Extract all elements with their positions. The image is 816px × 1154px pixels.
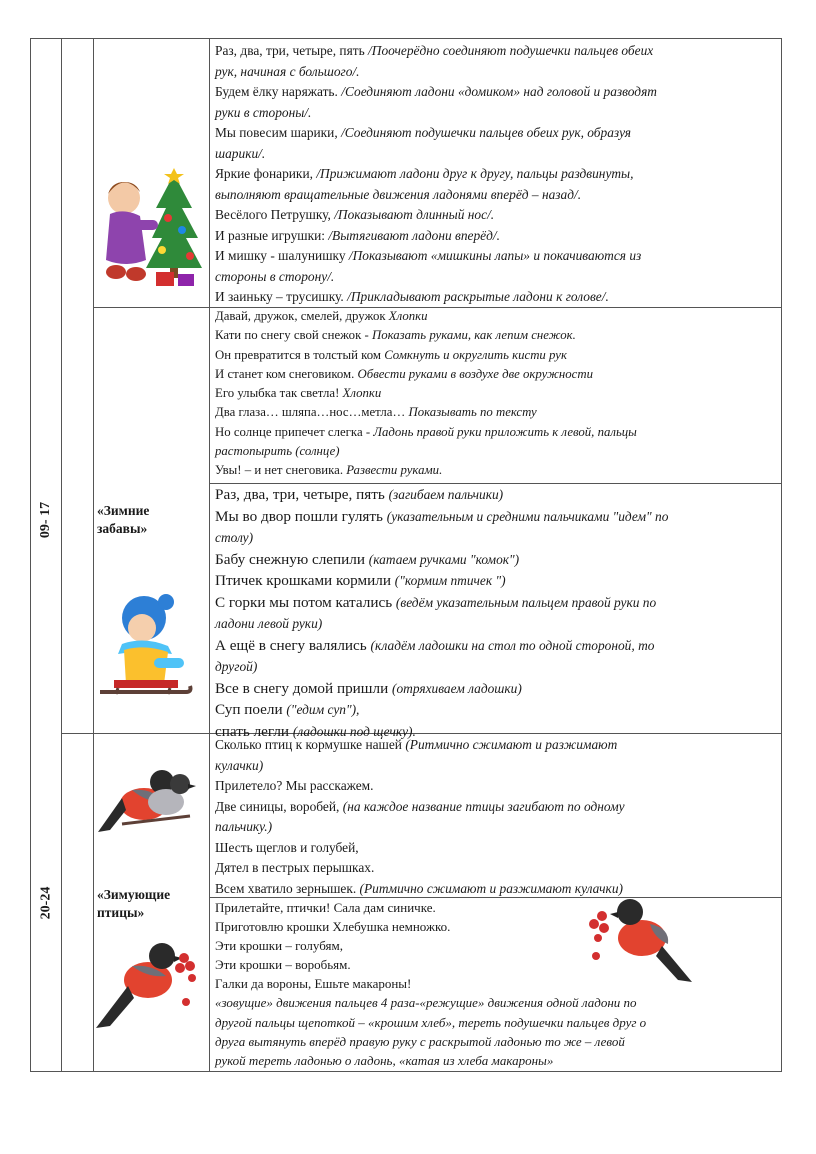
christmas-tree-child-icon	[96, 168, 206, 290]
instruction-text: выполняют вращательные движения ладонями вперёд – назад/.	[215, 186, 582, 202]
instruction-text: (Ритмично сжимают и разжимают	[405, 737, 618, 752]
verse-text: Будем ёлку наряжать.	[215, 84, 342, 99]
instruction-text: /Прижимают ладони друг к другу, пальцы раздвинуты,	[316, 166, 634, 181]
text-line	[215, 103, 769, 124]
text-line	[215, 205, 769, 226]
instruction-text: Ладонь правой руки приложить к левой, пальцы	[373, 424, 637, 439]
verse-text: Прилетайте, птички! Сала дам синичке.	[215, 900, 436, 915]
text-line	[215, 635, 769, 657]
verse-text: Бабу снежную слепили	[215, 550, 369, 568]
text-line	[215, 570, 769, 592]
verse-text: И станет ком снеговиком.	[215, 366, 358, 381]
text-line	[215, 461, 769, 480]
text-line	[215, 62, 769, 83]
verse-text: А ещё в снегу валялись	[215, 636, 371, 654]
instruction-text: Показать руками, как лепим снежок.	[371, 328, 576, 343]
text-line	[215, 656, 769, 678]
text-line	[215, 527, 769, 549]
instruction-text: (указательным и средними пальчиками "идем" по	[386, 508, 669, 524]
text-line	[215, 287, 769, 308]
verse-text: Но солнце припечет слегка -	[215, 424, 374, 439]
text-line	[215, 506, 769, 528]
verse-text: Мы повесим шарики,	[215, 125, 342, 140]
text-line	[215, 1013, 769, 1032]
instruction-text: Хлопки	[388, 309, 428, 323]
text-line	[215, 442, 769, 461]
exercise-text-block	[211, 735, 775, 899]
sledding-child-icon	[94, 588, 194, 710]
instruction-text: ("едим суп"),	[286, 702, 360, 717]
instruction-text: рук, начиная с большого/.	[215, 63, 360, 79]
verse-text: Два глаза… шляпа…нос…метла…	[215, 405, 409, 420]
instruction-text: другой пальцы щепоткой – «крошим хлеб», тереть подушечки пальцев друг о	[215, 1014, 647, 1030]
text-line	[215, 82, 769, 103]
instruction-text: (катаем ручками "комок")	[368, 551, 520, 567]
text-line	[215, 365, 769, 384]
text-line	[215, 403, 769, 422]
instruction-text: рукой тереть ладонью о ладонь, «катая из хлеба макароны»	[215, 1052, 554, 1068]
instruction-text: /Прикладывают раскрытые ладони к голове/.	[347, 289, 609, 304]
verse-text: Эти крошки – воробьям.	[215, 957, 351, 973]
verse-text: Галки да вороны, Ешьте макароны!	[215, 976, 412, 992]
text-line	[215, 955, 769, 974]
week-label: 09- 17	[38, 501, 54, 539]
text-line	[215, 326, 769, 345]
exercise-text-block	[211, 484, 775, 742]
bullfinch-with-rowan-icon	[92, 938, 200, 1038]
instruction-text: «зовущие» движения пальцев 4 раза-«режущие» движения одной ладони по	[215, 995, 637, 1011]
instruction-text: растопырить (солнце)	[215, 444, 340, 459]
verse-text: спать легли	[215, 722, 293, 740]
exercise-text-block	[211, 41, 775, 308]
instruction-text: стороны в сторону/.	[215, 268, 335, 284]
instruction-text: Развести руками.	[346, 463, 443, 478]
verse-text: Давай, дружок, смелей, дружок	[215, 309, 389, 323]
verse-text: Весёлого Петрушку,	[215, 207, 335, 222]
verse-text: Он превратится в толстый ком	[215, 347, 385, 362]
text-line	[215, 776, 769, 797]
text-line	[215, 226, 769, 247]
instruction-text: (отряхиваем ладошки)	[392, 680, 522, 696]
text-line	[215, 797, 769, 818]
instruction-text: /Показывают длинный нос/.	[334, 207, 495, 222]
instruction-text: /Соединяют ладони «домиком» над головой и разводят	[341, 84, 657, 99]
verse-text: Шесть щеглов и голубей,	[215, 839, 359, 855]
instruction-text: /Соединяют подушечки пальцев обеих рук, образуя	[341, 125, 632, 140]
instruction-text: (ведём указательным пальцем правой руки по	[395, 594, 657, 610]
text-line	[215, 123, 769, 144]
text-line	[215, 1051, 769, 1070]
instruction-text: ладони левой руки)	[215, 616, 323, 631]
instruction-text: другой)	[215, 659, 258, 674]
text-line	[215, 592, 769, 614]
bullfinch-pair-icon	[92, 762, 200, 852]
text-line	[215, 898, 769, 917]
text-line	[215, 1032, 769, 1051]
text-line	[215, 858, 769, 879]
instruction-text: шарики/.	[215, 145, 266, 161]
text-line	[215, 936, 769, 955]
text-line	[215, 613, 769, 635]
verse-text: Увы! – и нет снеговика.	[215, 463, 347, 478]
verse-text: Всем хватило зернышек.	[215, 880, 360, 896]
verse-text: И разные игрушки:	[215, 227, 329, 243]
instruction-text: (Ритмично сжимают и разжимают кулачки)	[359, 880, 623, 896]
instruction-text: /Вытягивают ладони вперёд/.	[328, 227, 500, 243]
instruction-text: пальчику.)	[215, 819, 273, 834]
text-line	[215, 678, 769, 700]
text-line	[215, 384, 769, 403]
instruction-text: кулачки)	[215, 757, 264, 773]
instruction-text: столу)	[215, 530, 254, 545]
text-line	[215, 917, 769, 936]
text-line	[215, 423, 769, 442]
instruction-text: (загибаем пальчики)	[388, 487, 504, 502]
text-line	[215, 185, 769, 206]
verse-text: Раз, два, три, четыре, пять	[215, 486, 389, 503]
verse-text: С горки мы потом катались	[215, 593, 396, 611]
text-line	[215, 993, 769, 1012]
text-line	[215, 699, 769, 721]
verse-text: Кати по снегу свой снежок -	[215, 328, 372, 343]
text-line	[215, 549, 769, 571]
text-line	[215, 484, 769, 506]
exercise-text-block	[211, 898, 775, 1070]
text-line	[215, 879, 769, 900]
instruction-text: (на каждое название птицы загибают по одному	[342, 798, 625, 814]
instruction-text: Хлопки	[342, 386, 382, 401]
column-divider	[93, 39, 94, 1071]
column-divider	[209, 39, 210, 1071]
verse-text: Мы во двор пошли гулять	[215, 507, 387, 525]
verse-text: Две синицы, воробей,	[215, 798, 343, 814]
verse-text: Прилетело? Мы расскажем.	[215, 778, 374, 793]
instruction-text: друга вытянуть вперёд правую руку с раскрытой ладонью то же – левой	[215, 1033, 625, 1049]
instruction-text: /Показывают «мишкины лапы» и покачиваются из	[348, 248, 642, 263]
week-cell	[30, 306, 62, 734]
instruction-text: Показывать по тексту	[408, 405, 537, 420]
text-line	[215, 974, 769, 993]
text-line	[215, 144, 769, 165]
verse-text: Суп поели	[215, 701, 287, 718]
verse-text: Птичек крошками кормили	[215, 572, 395, 589]
verse-text: Эти крошки – голубям,	[215, 938, 343, 954]
text-line	[215, 164, 769, 185]
verse-text: Все в снегу домой пришли	[215, 679, 392, 697]
verse-text: Дятел в пестрых перышках.	[215, 860, 375, 875]
week-cell	[30, 734, 62, 1072]
text-line	[215, 838, 769, 859]
verse-text: Раз, два, три, четыре, пять	[215, 43, 369, 58]
instruction-text: (кладём ладошки на стол то одной стороной, то	[370, 637, 655, 653]
verse-text: Приготовлю крошки Хлебушка немножко.	[215, 919, 451, 935]
text-line	[215, 735, 769, 756]
instruction-text: ("кормим птичек ")	[394, 573, 506, 588]
instruction-text: руки в стороны/.	[215, 104, 312, 120]
text-line	[215, 41, 769, 62]
instruction-text: (ладошки под щечку).	[292, 723, 416, 739]
text-line	[215, 246, 769, 267]
week-label: 20-24	[38, 886, 54, 920]
instruction-text: Сомкнуть и округлить кисти рук	[384, 347, 567, 362]
topic-label: «Зимующие птицы»	[97, 887, 171, 920]
exercise-text-block	[211, 307, 775, 481]
topic-label: «Зимние забавы»	[97, 503, 150, 536]
text-line	[215, 756, 769, 777]
instruction-text: Обвести руками в воздухе две окружности	[357, 366, 593, 381]
verse-text: Яркие фонарики,	[215, 166, 317, 181]
text-line	[215, 346, 769, 365]
verse-text: И заиньку – трусишку.	[215, 289, 348, 304]
verse-text: Его улыбка так светла!	[215, 386, 343, 401]
text-line	[215, 267, 769, 288]
text-line	[215, 307, 769, 326]
instruction-text: /Поочерёдно соединяют подушечки пальцев обеих	[368, 43, 654, 58]
verse-text: Сколько птиц к кормушке нашей	[215, 737, 406, 752]
verse-text: И мишку - шалунишку	[215, 248, 349, 263]
text-line	[215, 817, 769, 838]
